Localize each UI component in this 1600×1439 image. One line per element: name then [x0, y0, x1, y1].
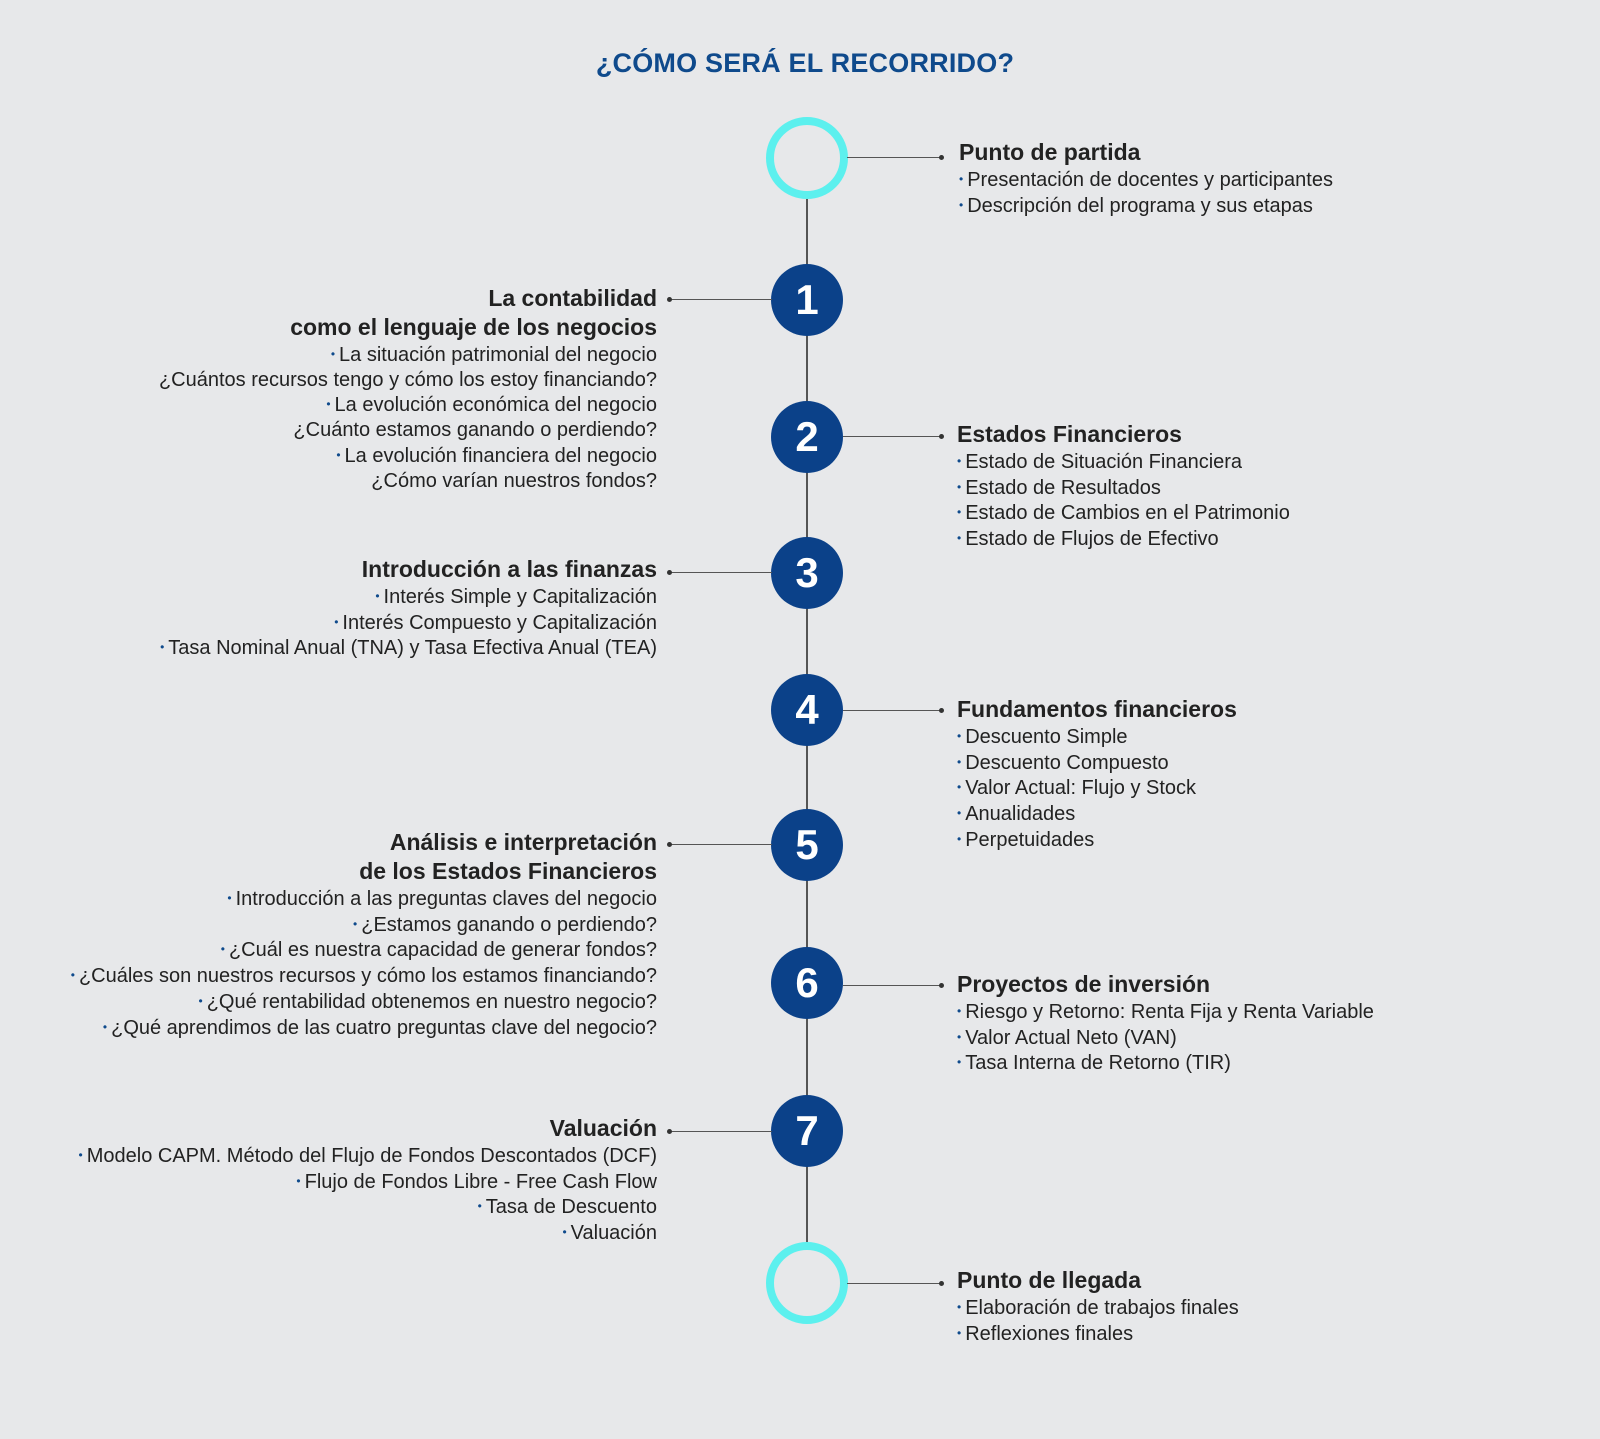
heading-line: de los Estados Financieros [359, 858, 657, 884]
list-item: • ¿Qué aprendimos de las cuatro preguntas clave del negocio? [102, 1016, 657, 1039]
stage-step-4-items [957, 724, 1237, 853]
heading-line: Análisis e interpretación [389, 829, 657, 855]
bullet-icon: • [957, 806, 962, 821]
list-item: • Valor Actual: Flujo y Stock [957, 777, 1197, 800]
connector-dot [939, 1281, 944, 1286]
list-item: • Interés Simple y Capitalización [375, 586, 657, 608]
bullet-icon: • [296, 1173, 301, 1188]
bullet-icon: • [330, 347, 336, 361]
bullet-icon: • [957, 1004, 962, 1018]
list-item: ¿Cuánto estamos ganando o perdiendo? [293, 419, 657, 442]
bullet-icon: • [957, 831, 962, 846]
stage-step-5-heading [71, 828, 657, 886]
bullet-icon: • [957, 505, 962, 520]
end-ring-icon [766, 1242, 848, 1324]
connector-step-6 [843, 985, 941, 986]
stage-step-3-heading [160, 555, 657, 584]
bullet-icon: • [336, 447, 341, 462]
connector-step-3 [670, 572, 772, 573]
list-item: • Estado de Resultados [957, 476, 1161, 499]
heading-line: Proyectos de inversión [957, 971, 1211, 997]
connector-step-2 [843, 436, 941, 437]
connector-dot [939, 708, 944, 713]
connector-step-5 [670, 844, 772, 845]
heading-line: Punto de partida [959, 139, 1141, 165]
connector-dot [667, 570, 672, 575]
stage-step-2-heading [957, 420, 1290, 449]
bullet-icon: • [353, 916, 358, 931]
step-4-circle: 4 [771, 674, 843, 746]
bullet-icon: • [198, 993, 203, 1008]
list-item: • La situación patrimonial del negocio [330, 344, 657, 366]
page-title: ¿CÓMO SERÁ EL RECORRIDO? [595, 48, 1015, 78]
step-3-circle: 3 [771, 537, 843, 609]
step-5-circle: 5 [771, 809, 843, 881]
bullet-icon: • [959, 172, 964, 186]
list-item: ¿Cuántos recursos tengo y cómo los estoy financiando? [158, 368, 657, 391]
bullet-icon: • [70, 968, 75, 983]
stage-step-7 [79, 1114, 657, 1246]
list-item: • Tasa Interna de Retorno (TIR) [957, 1052, 1231, 1075]
bullet-icon: • [957, 1300, 962, 1314]
list-item: • Reflexiones finales [957, 1322, 1134, 1345]
heading-line: Valuación [549, 1115, 657, 1141]
step-2-circle: 2 [771, 401, 843, 473]
list-item: • ¿Qué rentabilidad obtenemos en nuestro negocio? [198, 990, 657, 1013]
list-item: • Estado de Flujos de Efectivo [957, 528, 1219, 551]
bullet-icon: • [957, 1029, 962, 1044]
bullet-icon: • [562, 1225, 567, 1240]
list-item: • ¿Cuáles son nuestros recursos y cómo los estamos financiando? [70, 965, 657, 988]
connector-dot [939, 155, 944, 160]
stage-step-2 [957, 420, 1290, 552]
list-item: • Modelo CAPM. Método del Flujo de Fondos Descontados (DCF) [78, 1145, 657, 1167]
list-item: • Anualidades [957, 803, 1076, 826]
heading-line: Fundamentos financieros [957, 696, 1237, 722]
list-item: • Estado de Cambios en el Patrimonio [957, 502, 1290, 525]
heading-line: Introducción a las finanzas [361, 556, 657, 582]
stage-step-2-items [957, 449, 1290, 552]
stage-end [957, 1266, 1239, 1346]
connector-dot [667, 842, 672, 847]
connector-step-7 [670, 1131, 772, 1132]
connector-step-4 [843, 710, 941, 711]
stage-step-1-items [159, 342, 657, 493]
list-item: • Estado de Situación Financiera [957, 451, 1243, 473]
list-item: • Descripción del programa y sus etapas [959, 194, 1313, 217]
stage-step-5 [71, 828, 657, 1040]
bullet-icon: • [957, 531, 962, 546]
heading-line: La contabilidad [488, 285, 657, 311]
stage-start-items [959, 167, 1333, 218]
bullet-icon: • [957, 1325, 962, 1340]
stage-end-items [957, 1295, 1239, 1346]
heading-line: como el lenguaje de los negocios [290, 314, 657, 340]
connector-dot [939, 434, 944, 439]
stage-step-7-heading [79, 1114, 657, 1143]
list-item: • Valor Actual Neto (VAN) [957, 1026, 1177, 1049]
connector-dot [667, 297, 672, 302]
bullet-icon: • [102, 1019, 108, 1034]
stage-step-6 [957, 970, 1374, 1076]
start-ring-icon [766, 117, 848, 199]
bullet-icon: • [477, 1199, 482, 1214]
bullet-icon: • [957, 479, 962, 494]
list-item: • Introducción a las preguntas claves del negocio [227, 888, 657, 910]
stage-step-6-heading [957, 970, 1374, 999]
list-item: • La evolución económica del negocio [326, 394, 657, 417]
list-item: • Interés Compuesto y Capitalización [334, 611, 657, 634]
connector-dot [667, 1129, 672, 1134]
stage-step-1 [159, 284, 657, 493]
connector-start [847, 157, 941, 158]
stage-step-3 [160, 555, 657, 661]
bullet-icon: • [957, 1055, 962, 1070]
bullet-icon: • [78, 1148, 83, 1162]
bullet-icon: • [957, 780, 962, 795]
list-item: • Valuación [562, 1222, 657, 1245]
list-item: • Presentación de docentes y participantes [959, 169, 1333, 191]
heading-line: Estados Financieros [957, 421, 1182, 447]
bullet-icon: • [326, 397, 331, 412]
list-item: • Elaboración de trabajos finales [957, 1297, 1239, 1319]
step-1-circle: 1 [771, 264, 843, 336]
connector-dot [939, 983, 944, 988]
stage-step-6-items [957, 999, 1374, 1076]
bullet-icon: • [227, 891, 232, 905]
bullet-icon: • [220, 942, 225, 957]
stage-step-1-heading [159, 284, 657, 342]
stage-start [959, 138, 1333, 218]
list-item: • Flujo de Fondos Libre - Free Cash Flow [296, 1170, 657, 1193]
list-item: • Riesgo y Retorno: Renta Fija y Renta Variable [957, 1001, 1374, 1023]
heading-line: Punto de llegada [957, 1267, 1142, 1293]
step-6-circle: 6 [771, 947, 843, 1019]
stage-step-7-items [79, 1143, 657, 1246]
list-item: • Descuento Simple [957, 726, 1128, 748]
bullet-icon: • [160, 640, 165, 655]
bullet-icon: • [375, 589, 380, 603]
list-item: • Tasa Nominal Anual (TNA) y Tasa Efectiva Anual (TEA) [160, 637, 657, 660]
list-item: • ¿Cuál es nuestra capacidad de generar fondos? [220, 939, 657, 962]
step-7-circle: 7 [771, 1095, 843, 1167]
stage-step-4 [957, 695, 1237, 853]
stage-step-5-items [71, 886, 657, 1040]
stage-step-3-items [160, 584, 657, 661]
list-item: ¿Cómo varían nuestros fondos? [371, 469, 657, 492]
bullet-icon: • [957, 754, 962, 769]
list-item: • La evolución financiera del negocio [336, 444, 657, 467]
bullet-icon: • [334, 614, 339, 629]
list-item: • Descuento Compuesto [957, 751, 1169, 774]
bullet-icon: • [957, 729, 962, 743]
bullet-icon: • [957, 454, 962, 468]
connector-end [847, 1283, 941, 1284]
list-item: • Perpetuidades [957, 828, 1095, 851]
list-item: • ¿Estamos ganando o perdiendo? [353, 913, 657, 936]
connector-step-1 [670, 299, 772, 300]
bullet-icon: • [959, 197, 964, 212]
list-item: • Tasa de Descuento [477, 1196, 657, 1219]
stage-end-heading [957, 1266, 1239, 1295]
stage-step-4-heading [957, 695, 1237, 724]
stage-start-heading [959, 138, 1333, 167]
